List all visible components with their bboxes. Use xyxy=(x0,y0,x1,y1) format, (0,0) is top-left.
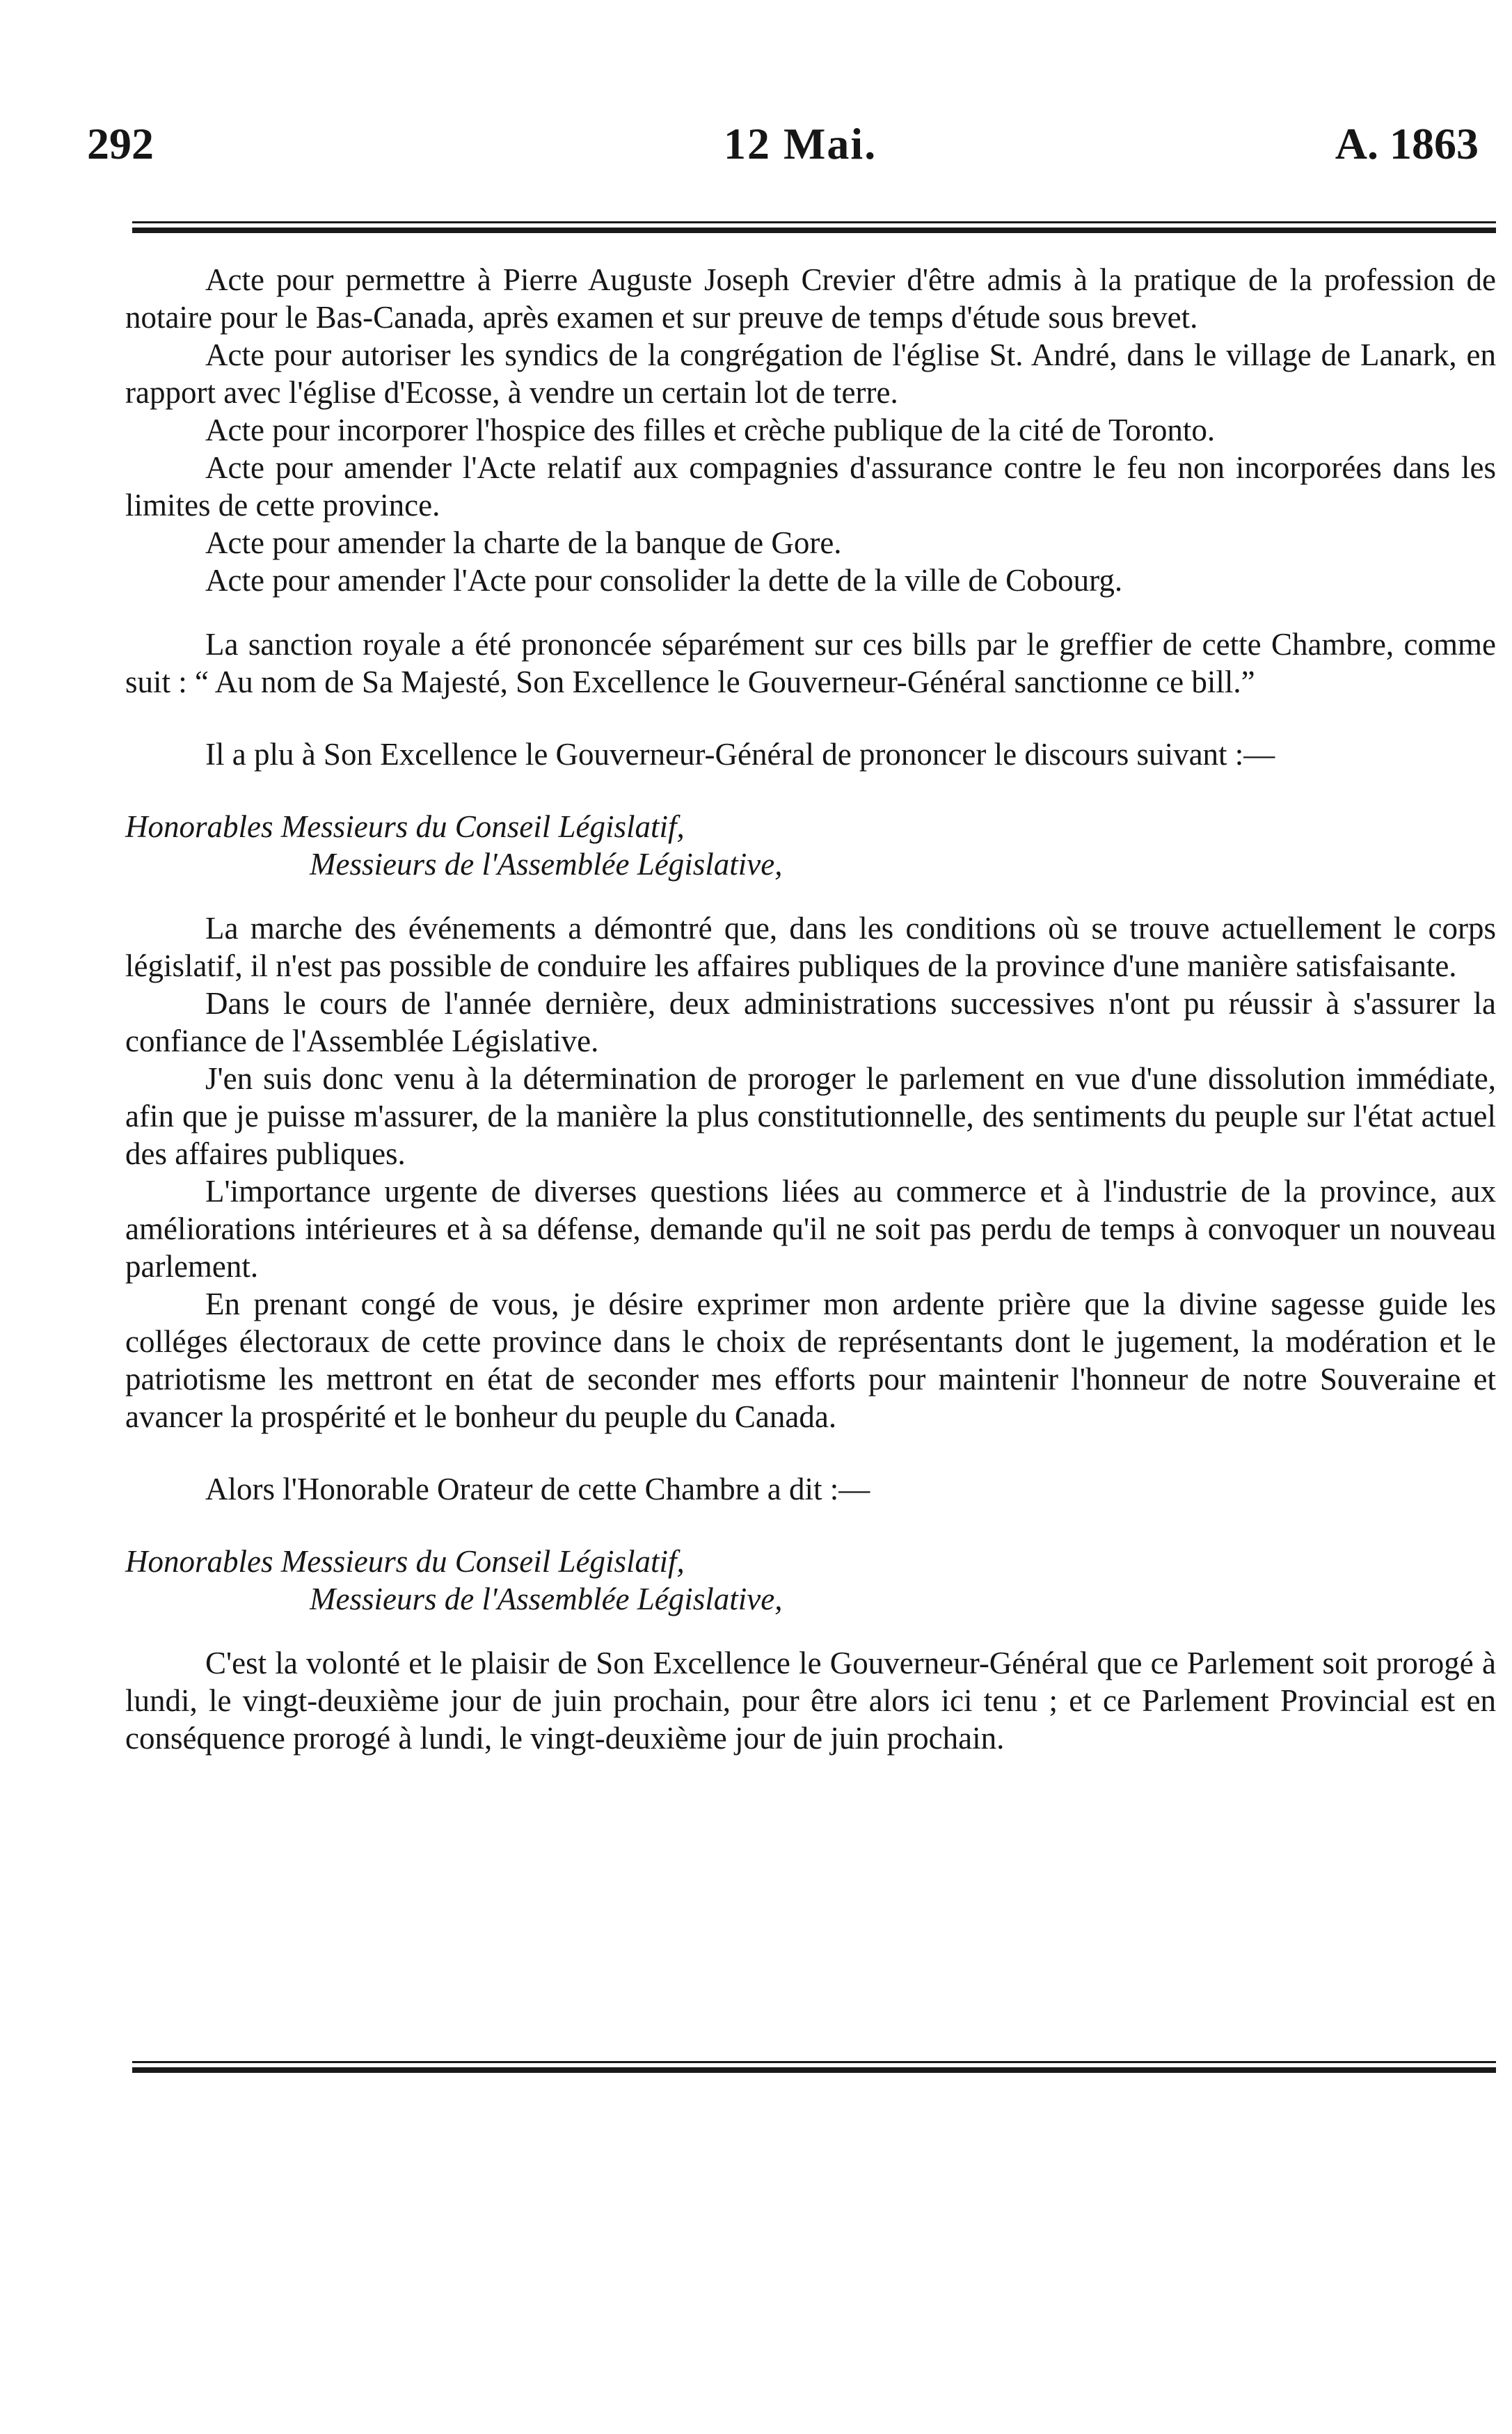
speech-paragraph: Dans le cours de l'année dernière, deux administrations successives n'ont pu réussir à s'assurer la confiance de l'Assemblée Législative. xyxy=(125,986,1496,1058)
speaker-intro: Alors l'Honorable Orateur de cette Chambre a dit :— xyxy=(205,1472,870,1506)
header-year: A. 1863 xyxy=(1335,119,1479,168)
address-line-council: Honorables Messieurs du Conseil Législatif, xyxy=(125,809,685,844)
speech-intro: Il a plu à Son Excellence le Gouverneur-Général de prononcer le discours suivant :— xyxy=(205,737,1275,772)
act-paragraph: Acte pour incorporer l'hospice des filles et crèche publique de la cité de Toronto. xyxy=(205,413,1216,447)
act-paragraph: Acte pour autoriser les syndics de la congrégation de l'église St. André, dans le village de Lanark, en rapport avec l'église d'Ecosse, à vendre un certain lot de terre. xyxy=(125,337,1496,410)
address-line-assembly-2: Messieurs de l'Assemblée Législative, xyxy=(310,1582,783,1616)
header-date: 12 Mai. xyxy=(724,119,877,168)
speech-paragraph: La marche des événements a démontré que, dans les conditions où se trouve actuellement le corps législatif, il n'est pas possible de conduire les affaires publiques de la province d'une manière satisfaisante. xyxy=(125,911,1496,983)
address-line-council-2: Honorables Messieurs du Conseil Législatif, xyxy=(125,1544,685,1579)
document-body xyxy=(125,261,1496,1757)
footer-rule-thin xyxy=(132,2061,1496,2063)
act-paragraph: Acte pour amender la charte de la banque de Gore. xyxy=(205,525,842,560)
speech-paragraph: L'importance urgente de diverses questions liées au commerce et à l'industrie de la province, aux améliorations intérieures et à sa défense, demande qu'il ne soit pas perdu de temps à convoquer un nouveau parlement. xyxy=(125,1174,1496,1284)
speech-paragraph: J'en suis donc venu à la détermination de proroger le parlement en vue d'une dissolution immédiate, afin que je puisse m'assurer, de la manière la plus constitutionnelle, des sentiments du peuple sur l'état actuel des affaires publiques. xyxy=(125,1061,1496,1171)
header-rule-thin xyxy=(132,221,1496,223)
act-paragraph: Acte pour permettre à Pierre Auguste Joseph Crevier d'être admis à la pratique de la profession de notaire pour le Bas-Canada, après examen et sur preuve de temps d'étude sous brevet. xyxy=(125,262,1496,335)
page-number: 292 xyxy=(87,119,154,168)
speech-paragraph: En prenant congé de vous, je désire exprimer mon ardente prière que la divine sagesse guide les colléges électoraux de cette province dans le choix de représentants dont le jugement, la modération et le patriotisme les mettront en état de seconder mes efforts pour maintenir l'honneur de notre Souveraine et avancer la prospérité et le bonheur du peuple du Canada. xyxy=(125,1287,1496,1434)
act-paragraph: Acte pour amender l'Acte pour consolider la dette de la ville de Cobourg. xyxy=(205,563,1123,598)
header-rule-thick xyxy=(132,228,1496,233)
address-line-assembly: Messieurs de l'Assemblée Législative, xyxy=(310,847,783,882)
sanction-paragraph: La sanction royale a été prononcée séparément sur ces bills par le greffier de cette Chambre, comme suit : “ Au nom de Sa Majesté, Son Excellence le Gouverneur-Général sanctionne ce bill.” xyxy=(125,627,1496,699)
act-paragraph: Acte pour amender l'Acte relatif aux compagnies d'assurance contre le feu non incorporées dans les limites de cette province. xyxy=(125,450,1496,523)
prorogation-paragraph: C'est la volonté et le plaisir de Son Excellence le Gouverneur-Général que ce Parlement soit prorogé à lundi, le vingt-deuxième jour de juin prochain, pour être alors ici tenu ; et ce Parlement Provincial est en conséquence prorogé à lundi, le vingt-deuxième jour de juin prochain. xyxy=(125,1646,1496,1756)
page-header xyxy=(87,118,1479,188)
footer-rule-thick xyxy=(132,2067,1496,2073)
